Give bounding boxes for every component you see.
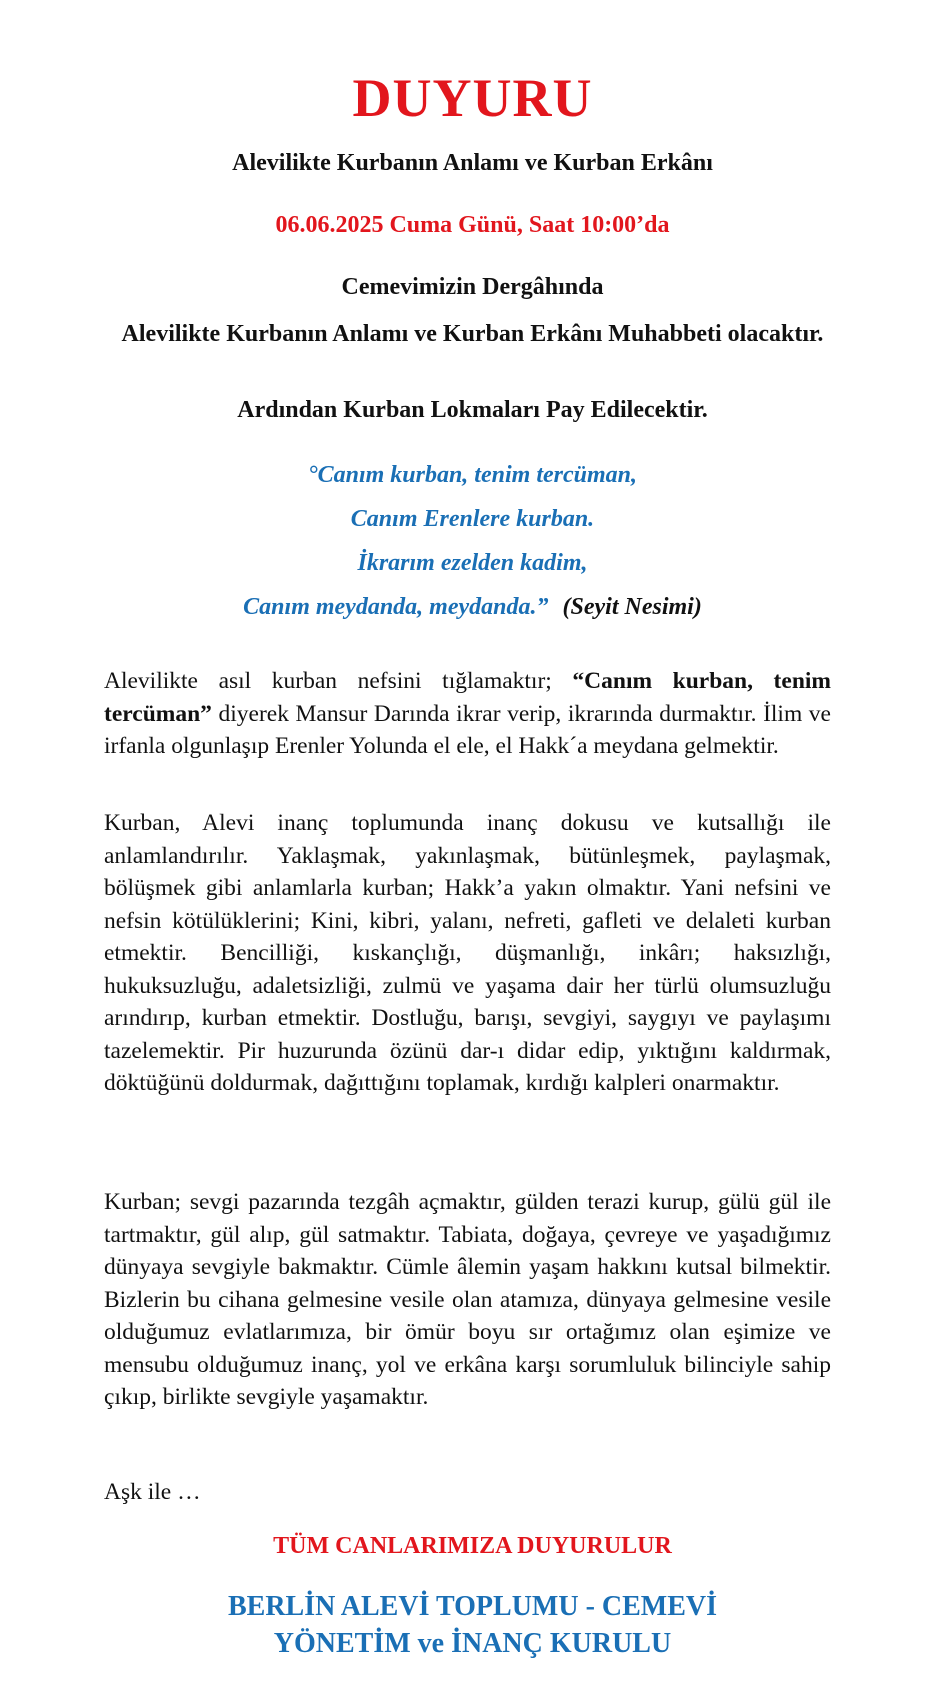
paragraph-text: Alevilikte asıl kurban nefsini tığlamaktır; [104,668,573,694]
poem-line: Canım Erenlere kurban. [350,506,595,532]
event-venue: Cemevimizin Dergâhında [341,274,604,300]
event-followup: Ardından Kurban Lokmaları Pay Edilecektir. [237,397,708,423]
organization-name: BERLİN ALEVİ TOPLUMU - CEMEVİ [227,1591,718,1622]
organization-board: YÖNETİM ve İNANÇ KURULU [273,1628,672,1659]
poem [0,458,945,634]
paragraph-text: diyerek Mansur Darında ikrar verip, ikrarında durmaktır. İlim ve irfanla olgunlaşıp Erenler Yolunda el ele, el Hakk´a meydana gelmektir. [104,700,831,759]
poem-last-line [0,590,945,634]
quoted-phrase: “Canım kurban, tenim tercüman” [104,668,831,727]
body-paragraph-3: Kurban; sevgi pazarında tezgâh açmaktır, gülden terazi kurup, gülü gül ile tartmaktır, gül alıp, gül satmaktır. Tabiata, doğaya, çevreye ve yaşadığımız dünyaya sevgiyle bakmaktır. Cümle âlemin yaşam hakkını kutsal bilmektir. Bizlerin bu cihana gelmesine vesile olan atamıza, dünyaya gelmesine vesile olduğumuz evlatlarımıza, bir ömür boyu sır ortağımız olan eşimize ve mensubu olduğumuz inanç, yol ve erkâna karşı sorumluluk bilinciyle sahip çıkıp, birlikte sevgiyle yaşamaktır. [104,1189,831,1410]
body-paragraph-2: Kurban, Alevi inanç toplumunda inanç dokusu ve kutsallığı ile anlamlandırılır. Yaklaşmak, yakınlaşmak, bütünleşmek, paylaşmak, bölüşmek gibi anlamlarla kurban; Hakk’a yakın olmaktır. Yani nefsini ve nefsin kötülüklerini; Kini, kibri, yalanı, nefreti, gafleti ve delaleti kurban etmektir. Bencilliği, kıskançlığı, düşmanlığı, inkârı; haksızlığı, hukuksuzluğu, adaletsizliği, zulmü ve yaşama dair her türlü olumsuzluğu arındırıp, kurban etmektir. Dostluğu, barışı, sevgiyi, saygıyı ve paylaşımı tazelemektir. Pir huzurunda özünü dar-ı didar edip, yıktığını kaldırmak, döktüğünü doldurmak, dağıttığını toplamak, kırdığı kalpleri onarmaktır. [104,810,831,1096]
announcement-subtitle: Alevilikte Kurbanın Anlamı ve Kurban Erkânı [232,150,713,176]
announcement-title: DUYURU [352,68,593,128]
closing-phrase: Aşk ile … [104,1479,201,1505]
event-date-time: 06.06.2025 Cuma Günü, Saat 10:00’da [275,212,670,238]
poem-line: İkrarım ezelden kadim, [357,550,588,576]
announcement-footer: TÜM CANLARIMIZA DUYURULUR [273,1533,672,1559]
organization-signature [0,1588,945,1662]
body-paragraph-1 [104,665,831,763]
event-description: Alevilikte Kurbanın Anlamı ve Kurban Erkânı Muhabbeti olacaktır. [121,321,824,347]
poem-line: °Canım kurban, tenim tercüman, [307,462,637,488]
poem-line: Canım meydanda, meydanda.” [243,594,549,620]
poem-author: (Seyit Nesimi) [562,594,702,620]
